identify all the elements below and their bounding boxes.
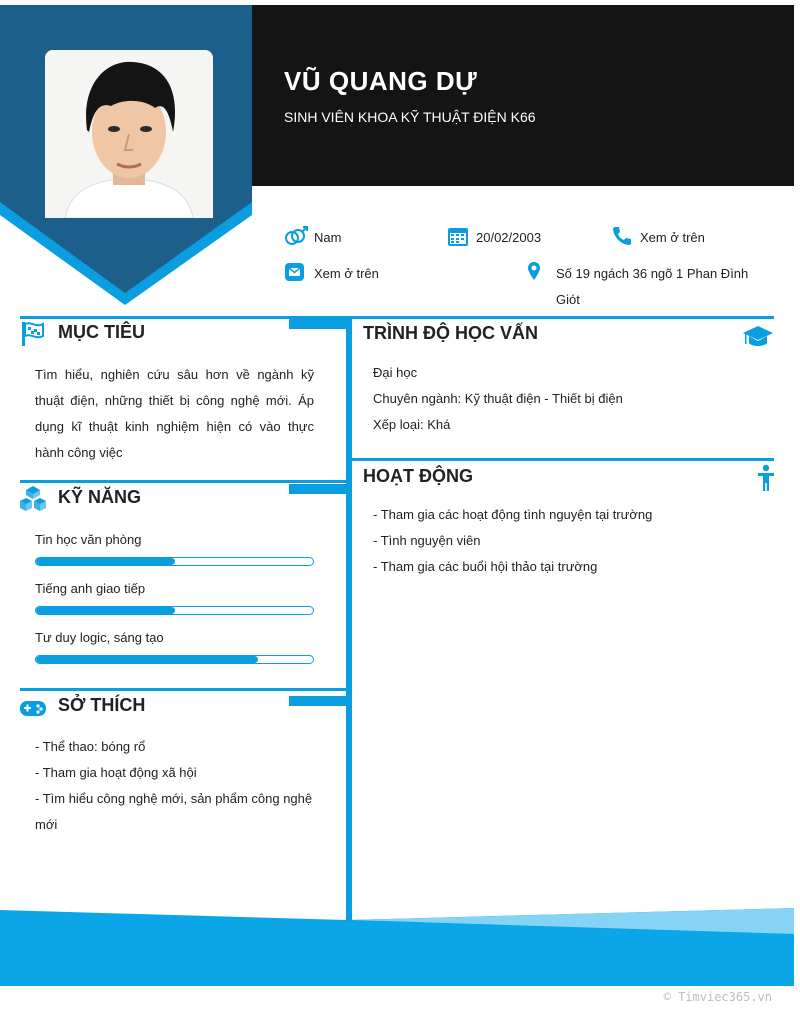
person-icon (752, 464, 780, 492)
contact-phone (610, 225, 705, 251)
hobby-item: - Tham gia hoạt động xã hội (35, 765, 197, 780)
skills-tab (289, 484, 346, 494)
cubes-icon (19, 485, 47, 513)
map-pin-icon (526, 261, 550, 283)
contact-gender (284, 225, 341, 251)
hobbies-rule (20, 688, 346, 691)
calendar-icon (446, 225, 470, 247)
hobby-item: - Tìm hiểu công nghệ mới, sản phẩm công nghệ mới (35, 791, 313, 832)
objective-text: Tìm hiểu, nghiên cứu sâu hơn về ngành kỹ thuật điện, những thiết bị công nghệ mới. Áp dụng kĩ thuật kinh nghiệm hiện có vào thực hành công việc (35, 367, 314, 460)
email-icon (284, 261, 308, 283)
activities-rule (352, 458, 774, 461)
footer-wave (0, 900, 800, 990)
skill-bar-2 (35, 655, 314, 664)
address-value: Số 19 ngách 36 ngõ 1 Phan Đình Giót (556, 266, 749, 307)
skill-fill-2 (36, 656, 258, 663)
skill-bar-0 (35, 557, 314, 566)
hobby-item: - Thể thao: bóng rổ (35, 739, 146, 754)
skill-bar-1 (35, 606, 314, 615)
email-value: Xem ở trên (314, 266, 379, 281)
activity-item: - Tham gia các hoạt động tình nguyện tại trường (373, 507, 653, 522)
skill-label-0: Tin học văn phòng (35, 532, 142, 547)
flag-icon (19, 320, 47, 348)
skill-label-1: Tiếng anh giao tiếp (35, 581, 146, 596)
gender-value: Nam (314, 230, 342, 245)
hobbies-title: SỞ THÍCH (58, 695, 146, 715)
education-major: Chuyên ngành: Kỹ thuật điện - Thiết bị điện (373, 391, 623, 406)
activity-item: - Tình nguyện viên (373, 533, 481, 548)
skill-fill-1 (36, 607, 175, 614)
column-divider (346, 316, 352, 922)
candidate-name: VŨ QUANG DỰ (284, 66, 478, 96)
contact-dob (446, 225, 541, 251)
profile-photo (45, 50, 213, 218)
education-title: TRÌNH ĐỘ HỌC VẤN (363, 323, 538, 343)
candidate-subtitle: SINH VIÊN KHOA KỸ THUẬT ĐIỆN K66 (284, 109, 536, 125)
skills-rule (20, 480, 346, 483)
education-level: Đại học (373, 365, 418, 380)
activities-title: HOẠT ĐỘNG (363, 466, 473, 486)
hobbies-list (35, 734, 315, 838)
graduation-cap-icon (742, 322, 774, 350)
education-rule (352, 316, 774, 319)
contact-address (526, 261, 756, 313)
hobbies-tab (289, 696, 346, 706)
contact-email (284, 261, 379, 287)
skill-fill-0 (36, 558, 175, 565)
education-details (373, 360, 753, 438)
gender-icon (284, 225, 308, 247)
phone-value: Xem ở trên (640, 230, 705, 245)
skills-title: KỸ NĂNG (58, 487, 142, 507)
education-rank: Xếp loại: Khá (373, 417, 451, 432)
phone-icon (610, 225, 634, 247)
activities-list (373, 502, 763, 580)
activity-item: - Tham gia các buổi hội thảo tại trường (373, 559, 598, 574)
objective-tab (289, 319, 346, 329)
copyright-watermark: © Timviec365.vn (663, 990, 772, 1004)
gamepad-icon (19, 694, 47, 722)
dob-value: 20/02/2003 (476, 230, 542, 245)
skill-label-2: Tư duy logic, sáng tạo (35, 630, 164, 645)
objective-title: MỤC TIÊU (58, 322, 145, 342)
